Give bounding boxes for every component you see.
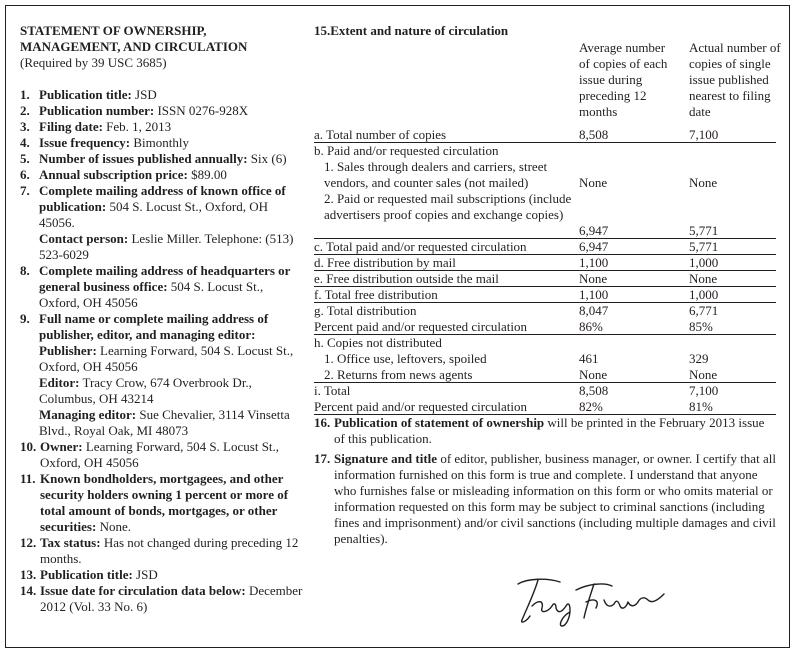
row-h1: 1. Office use, leftovers, spoiled 461 329: [324, 351, 709, 366]
row-percent-2: Percent paid and/or requested circulation 82% 81%: [314, 399, 776, 415]
row-e: e. Free distribution outside the mail None None: [314, 271, 776, 287]
item-11: 11. Known bondholders, mortgagees, and other security holders owning 1 percent or more of total amount of bonds, mortgages, or other securities: None.: [20, 471, 289, 534]
column-header-actual: Actual number of copies of single issue published nearest to filing date: [689, 40, 781, 119]
heading-line-3: (Required by 39 USC 3685): [20, 55, 167, 70]
item-10: 10. Owner: Learning Forward, 504 S. Locust St., Oxford, OH 45056: [20, 439, 280, 470]
signature-image: [508, 570, 678, 630]
item-14: 14. Issue date for circulation data below: December 2012 (Vol. 33 No. 6): [20, 583, 303, 614]
row-i: i. Total 8,508 7,100: [314, 383, 719, 398]
row-a: a. Total number of copies 8,508 7,100: [314, 127, 776, 143]
heading-line-1: STATEMENT OF OWNERSHIP,: [20, 23, 207, 38]
item-7: 7. Complete mailing address of known office of publication: 504 S. Locust St., Oxford, OH 45056. Contact person: Leslie Miller. Telephone: (513) 523-6029: [20, 183, 294, 262]
item-8: 8. Complete mailing address of headquarters or general business office: 504 S. Locust St., Oxford, OH 45056: [20, 263, 291, 310]
right-column: [314, 23, 781, 547]
row-b2: 2. Paid or requested mail subscriptions (include advertisers proof copies and exchange copies) 6,947 5,771: [314, 191, 776, 239]
row-f: f. Total free distribution 1,100 1,000: [314, 287, 776, 303]
item-5: 5. Number of issues published annually: Six (6): [20, 151, 287, 166]
row-b1: 1. Sales through dealers and carriers, street vendors, and counter sales (not mailed) None None: [324, 159, 718, 190]
row-b: b. Paid and/or requested circulation: [314, 143, 499, 158]
item-16: 16. Publication of statement of ownership will be printed in the February 2013 issue of this publication.: [314, 415, 765, 446]
left-column: [20, 23, 305, 615]
item-4: 4. Issue frequency: Bimonthly: [20, 135, 189, 150]
item-12: 12. Tax status: Has not changed during preceding 12 months.: [20, 535, 299, 566]
item-1: 1. Publication title: JSD: [20, 87, 157, 102]
item-9: 9. Full name or complete mailing address of publisher, editor, and managing editor: Publisher: Learning Forward, 504 S. Locust St., Oxford, OH 45056 Editor: Tracy Crow, 674 Overbrook Dr., Columbus, OH 43214 Managing editor: Sue Chevalier, 3114 Vinsetta Blvd., Royal Oak, MI 48073: [20, 311, 294, 438]
column-header-average: Average number of copies of each issue during preceding 12 months: [579, 40, 668, 119]
item-3: 3. Filing date: Feb. 1, 2013: [20, 119, 172, 134]
row-percent-1: Percent paid and/or requested circulation 86% 85%: [314, 319, 776, 335]
circulation-title: 15.Extent and nature of circulation: [314, 23, 509, 38]
item-6: 6. Annual subscription price: $89.00: [20, 167, 227, 182]
item-13: 13. Publication title: JSD: [20, 567, 158, 582]
heading-line-2: MANAGEMENT, AND CIRCULATION: [20, 39, 248, 54]
row-c: c. Total paid and/or requested circulation 6,947 5,771: [314, 239, 776, 255]
row-h: h. Copies not distributed: [314, 335, 442, 350]
row-g: g. Total distribution 8,047 6,771: [314, 303, 719, 318]
row-h2: 2. Returns from news agents None None: [314, 367, 776, 383]
row-d: d. Free distribution by mail 1,100 1,000: [314, 255, 776, 271]
item-17: 17. Signature and title of editor, publisher, business manager, or owner. I certify that all information furnished on this form is true and complete. I understand that anyone who furnishes false or misleading information on this form or who omits material or information requested on this form may be subject to criminal sanctions (including fines and imprisonment) and/or civil sanctions (including multiple damages and civil penalties).: [314, 451, 776, 546]
circulation-header: [314, 23, 781, 127]
item-2: 2. Publication number: ISSN 0276-928X: [20, 103, 249, 118]
